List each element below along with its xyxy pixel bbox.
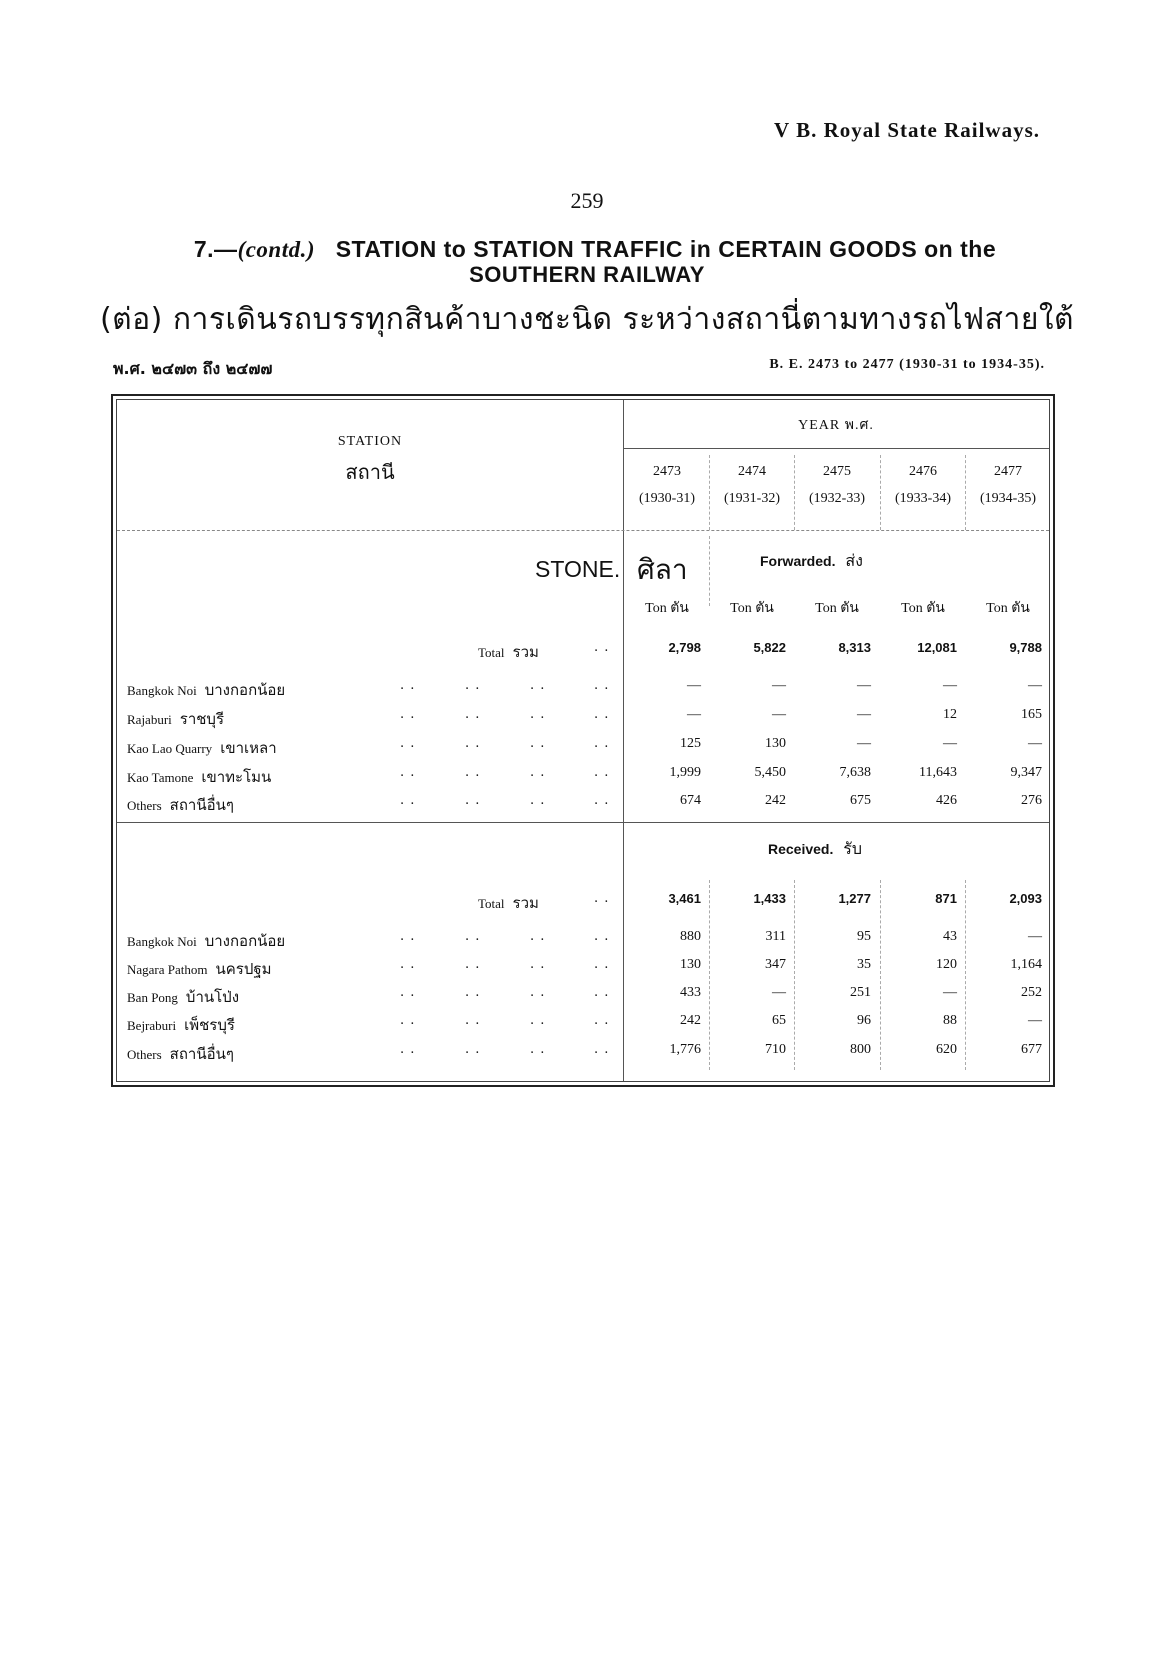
station-name-thai: บางกอกน้อย (204, 932, 286, 950)
station-header-thai: สถานี (345, 460, 395, 484)
data-col-divider (794, 880, 795, 1070)
station-name: Kao Tamone (127, 770, 194, 785)
leader-dots: . . (465, 1013, 481, 1028)
year-ad-label: (1933-34) (895, 491, 951, 506)
received-label: Received. (768, 841, 834, 857)
unit-label: Ton ตัน (645, 601, 689, 616)
station-name: Others (127, 798, 162, 813)
year-be-label: 2475 (823, 464, 851, 479)
forwarded-total-value: 8,313 (838, 640, 871, 655)
forwarded-cell-value: 675 (850, 793, 871, 808)
received-cell-value: 800 (850, 1042, 871, 1057)
received-cell-value: 251 (850, 985, 871, 1000)
received-station-row (127, 985, 367, 1009)
forwarded-cell-value: 426 (936, 793, 957, 808)
leader-dots: . . (594, 929, 610, 944)
received-station-row (127, 957, 367, 981)
station-name: Bangkok Noi (127, 683, 197, 698)
station-name-thai: ราชบุรี (179, 710, 225, 728)
received-total-value: 3,461 (668, 891, 701, 906)
leader-dots: . . (594, 678, 610, 693)
leader-dots: . . (400, 707, 416, 722)
forwarded-cell-value: 276 (1021, 793, 1042, 808)
leader-dots: . . (530, 678, 546, 693)
station-name-thai: เขาเหลา (220, 739, 277, 757)
forwarded-station-row (127, 793, 367, 817)
data-col-divider (965, 880, 966, 1070)
forwarded-cell-value: 130 (765, 736, 786, 751)
leader-dots: . . (594, 736, 610, 751)
commodity-label-thai: ศิลา (637, 553, 688, 586)
received-title (768, 837, 862, 862)
forwarded-cell-value: 9,347 (1010, 765, 1042, 780)
received-cell-value: — (772, 985, 786, 1000)
received-station-row (127, 929, 367, 953)
station-name: Others (127, 1047, 162, 1062)
station-name-thai: บางกอกน้อย (204, 681, 286, 699)
page-number: 259 (570, 188, 604, 213)
received-cell-value: 35 (857, 957, 871, 972)
forwarded-cell-value: — (857, 736, 871, 751)
station-name-thai: นครปฐม (215, 960, 272, 978)
total-label-en: Total (478, 896, 505, 911)
year-ad-label: (1930-31) (639, 491, 695, 506)
year-col-divider (880, 455, 881, 530)
received-cell-value: 1,164 (1010, 957, 1042, 972)
leader-dots: . . (594, 891, 610, 906)
received-cell-value: 130 (680, 957, 701, 972)
forwarded-cell-value: 11,643 (919, 765, 957, 780)
received-total-value: 1,277 (838, 891, 871, 906)
station-name: Rajaburi (127, 712, 172, 727)
station-name: Nagara Pathom (127, 962, 208, 977)
station-header: STATION (337, 434, 403, 449)
title-line-2: SOUTHERN RAILWAY (469, 262, 705, 287)
leader-dots: . . (400, 793, 416, 808)
station-name-thai: บ้านโป่ง (185, 988, 240, 1006)
leader-dots: . . (465, 678, 481, 693)
title-thai: (ต่อ) การเดินรถบรรทุกสินค้าบางชะนิด ระหว่างสถานี่ตามทางรถไฟสายใต้ (99, 302, 1075, 337)
leader-dots: . . (594, 765, 610, 780)
data-col-divider (880, 880, 881, 1070)
forwarded-total-value: 12,081 (917, 640, 957, 655)
forwarded-station-row (127, 707, 367, 731)
received-cell-value: 710 (765, 1042, 786, 1057)
leader-dots: . . (530, 985, 546, 1000)
leader-dots: . . (594, 1013, 610, 1028)
unit-label: Ton ตัน (901, 601, 945, 616)
year-col-divider (709, 455, 710, 530)
year-range-thai: พ.ศ. ๒๔๗๓ ถึง ๒๔๗๗ (113, 359, 273, 378)
leader-dots: . . (400, 957, 416, 972)
station-name: Ban Pong (127, 990, 178, 1005)
forwarded-cell-value: — (772, 678, 786, 693)
total-label-en: Total (478, 645, 505, 660)
leader-dots: . . (530, 1042, 546, 1057)
received-cell-value: 433 (680, 985, 701, 1000)
forwarded-cell-value: 674 (680, 793, 701, 808)
leader-dots: . . (465, 707, 481, 722)
leader-dots: . . (400, 765, 416, 780)
forwarded-cell-value: 125 (680, 736, 701, 751)
received-cell-value: 1,776 (669, 1042, 701, 1057)
leader-dots: . . (530, 707, 546, 722)
forwarded-cell-value: — (857, 707, 871, 722)
leader-dots: . . (465, 957, 481, 972)
received-total-value: 871 (935, 891, 957, 906)
year-be-label: 2473 (653, 464, 681, 479)
year-ad-label: (1932-33) (809, 491, 865, 506)
unit-label: Ton ตัน (815, 601, 859, 616)
forwarded-cell-value: — (687, 678, 701, 693)
leader-dots: . . (465, 793, 481, 808)
leader-dots: . . (594, 640, 610, 655)
received-cell-value: 96 (857, 1013, 871, 1028)
received-cell-value: 311 (765, 929, 786, 944)
received-cell-value: — (943, 985, 957, 1000)
received-total-label (478, 891, 598, 915)
forwarded-cell-value: — (857, 678, 871, 693)
title-text: STATION to STATION TRAFFIC in CERTAIN GOODS on the (335, 236, 997, 262)
leader-dots: . . (594, 985, 610, 1000)
forwarded-cell-value: 7,638 (839, 765, 871, 780)
title-line-1 (170, 236, 1020, 263)
station-name: Bangkok Noi (127, 934, 197, 949)
leader-dots: . . (530, 736, 546, 751)
data-col-divider (709, 880, 710, 1070)
received-cell-value: 43 (943, 929, 957, 944)
total-label-thai: รวม (512, 643, 539, 661)
received-cell-value: 88 (943, 1013, 957, 1028)
leader-dots: . . (465, 985, 481, 1000)
leader-dots: . . (400, 1042, 416, 1057)
forwarded-title (760, 549, 863, 574)
leader-dots: . . (400, 1013, 416, 1028)
forwarded-total-value: 2,798 (668, 640, 701, 655)
forwarded-total-value: 5,822 (753, 640, 786, 655)
title-prefix: 7.— (193, 236, 238, 262)
forwarded-total-label (478, 640, 598, 664)
forwarded-label-thai: ส่ง (845, 551, 863, 570)
received-cell-value: — (1028, 929, 1042, 944)
received-cell-value: 120 (936, 957, 957, 972)
year-be-label: 2477 (994, 464, 1022, 479)
forwarded-cell-value: — (1028, 678, 1042, 693)
received-cell-value: 252 (1021, 985, 1042, 1000)
year-header-rule (623, 448, 1049, 449)
forwarded-cell-value: 12 (943, 707, 957, 722)
station-name-thai: สถานีอื่นๆ (169, 796, 234, 814)
station-name: Bejraburi (127, 1018, 177, 1033)
forwarded-cell-value: — (943, 736, 957, 751)
leader-dots: . . (594, 707, 610, 722)
forwarded-cell-value: — (943, 678, 957, 693)
received-station-row (127, 1042, 367, 1066)
title-contd: (contd.) (237, 237, 316, 262)
received-cell-value: 65 (772, 1013, 786, 1028)
leader-dots: . . (530, 929, 546, 944)
total-label-thai: รวม (512, 894, 539, 912)
received-total-value: 2,093 (1009, 891, 1042, 906)
year-col-divider (965, 455, 966, 530)
year-ad-label: (1931-32) (724, 491, 780, 506)
leader-dots: . . (400, 929, 416, 944)
received-cell-value: 95 (857, 929, 871, 944)
year-ad-label: (1934-35) (980, 491, 1036, 506)
received-total-value: 1,433 (753, 891, 786, 906)
forwarded-cell-value: — (772, 707, 786, 722)
forwarded-cell-value: — (1028, 736, 1042, 751)
unit-label: Ton ตัน (986, 601, 1030, 616)
forwarded-cell-value: 1,999 (669, 765, 701, 780)
section-divider (117, 822, 1049, 823)
station-column-divider (623, 400, 624, 1081)
received-label-thai: รับ (843, 839, 863, 858)
leader-dots: . . (400, 736, 416, 751)
leader-dots: . . (465, 765, 481, 780)
received-cell-value: 620 (936, 1042, 957, 1057)
station-name-thai: เพ็ชรบุรี (184, 1016, 235, 1034)
received-station-row (127, 1013, 367, 1037)
forwarded-station-row (127, 765, 367, 789)
leader-dots: . . (594, 793, 610, 808)
year-be-label: 2476 (909, 464, 937, 479)
received-cell-value: 880 (680, 929, 701, 944)
leader-dots: . . (465, 1042, 481, 1057)
forwarded-cell-value: 165 (1021, 707, 1042, 722)
leader-dots: . . (530, 957, 546, 972)
leader-dots: . . (465, 929, 481, 944)
forwarded-station-row (127, 736, 367, 760)
leader-dots: . . (400, 985, 416, 1000)
received-cell-value: — (1028, 1013, 1042, 1028)
received-cell-value: 347 (765, 957, 786, 972)
leader-dots: . . (594, 1042, 610, 1057)
header-bottom-rule (117, 530, 1049, 531)
leader-dots: . . (465, 736, 481, 751)
commodity-label: STONE. (535, 556, 621, 582)
leader-dots: . . (530, 765, 546, 780)
unit-col-divider (709, 536, 710, 606)
forwarded-cell-value: — (687, 707, 701, 722)
received-cell-value: 242 (680, 1013, 701, 1028)
station-name: Kao Lao Quarry (127, 741, 213, 756)
forwarded-label: Forwarded. (760, 553, 836, 569)
year-be-label: 2474 (738, 464, 766, 479)
year-range-english: B. E. 2473 to 2477 (1930-31 to 1934-35). (769, 357, 1045, 372)
forwarded-total-value: 9,788 (1009, 640, 1042, 655)
station-name-thai: เขาทะโมน (201, 768, 272, 786)
forwarded-cell-value: 5,450 (754, 765, 786, 780)
leader-dots: . . (594, 957, 610, 972)
year-col-divider (794, 455, 795, 530)
received-cell-value: 677 (1021, 1042, 1042, 1057)
section-header: V B. Royal State Railways. (774, 118, 1040, 142)
leader-dots: . . (530, 1013, 546, 1028)
station-name-thai: สถานีอื่นๆ (169, 1045, 234, 1063)
forwarded-cell-value: 242 (765, 793, 786, 808)
unit-label: Ton ตัน (730, 601, 774, 616)
leader-dots: . . (400, 678, 416, 693)
year-header: YEAR พ.ศ. (798, 418, 874, 433)
leader-dots: . . (530, 793, 546, 808)
forwarded-station-row (127, 678, 367, 702)
